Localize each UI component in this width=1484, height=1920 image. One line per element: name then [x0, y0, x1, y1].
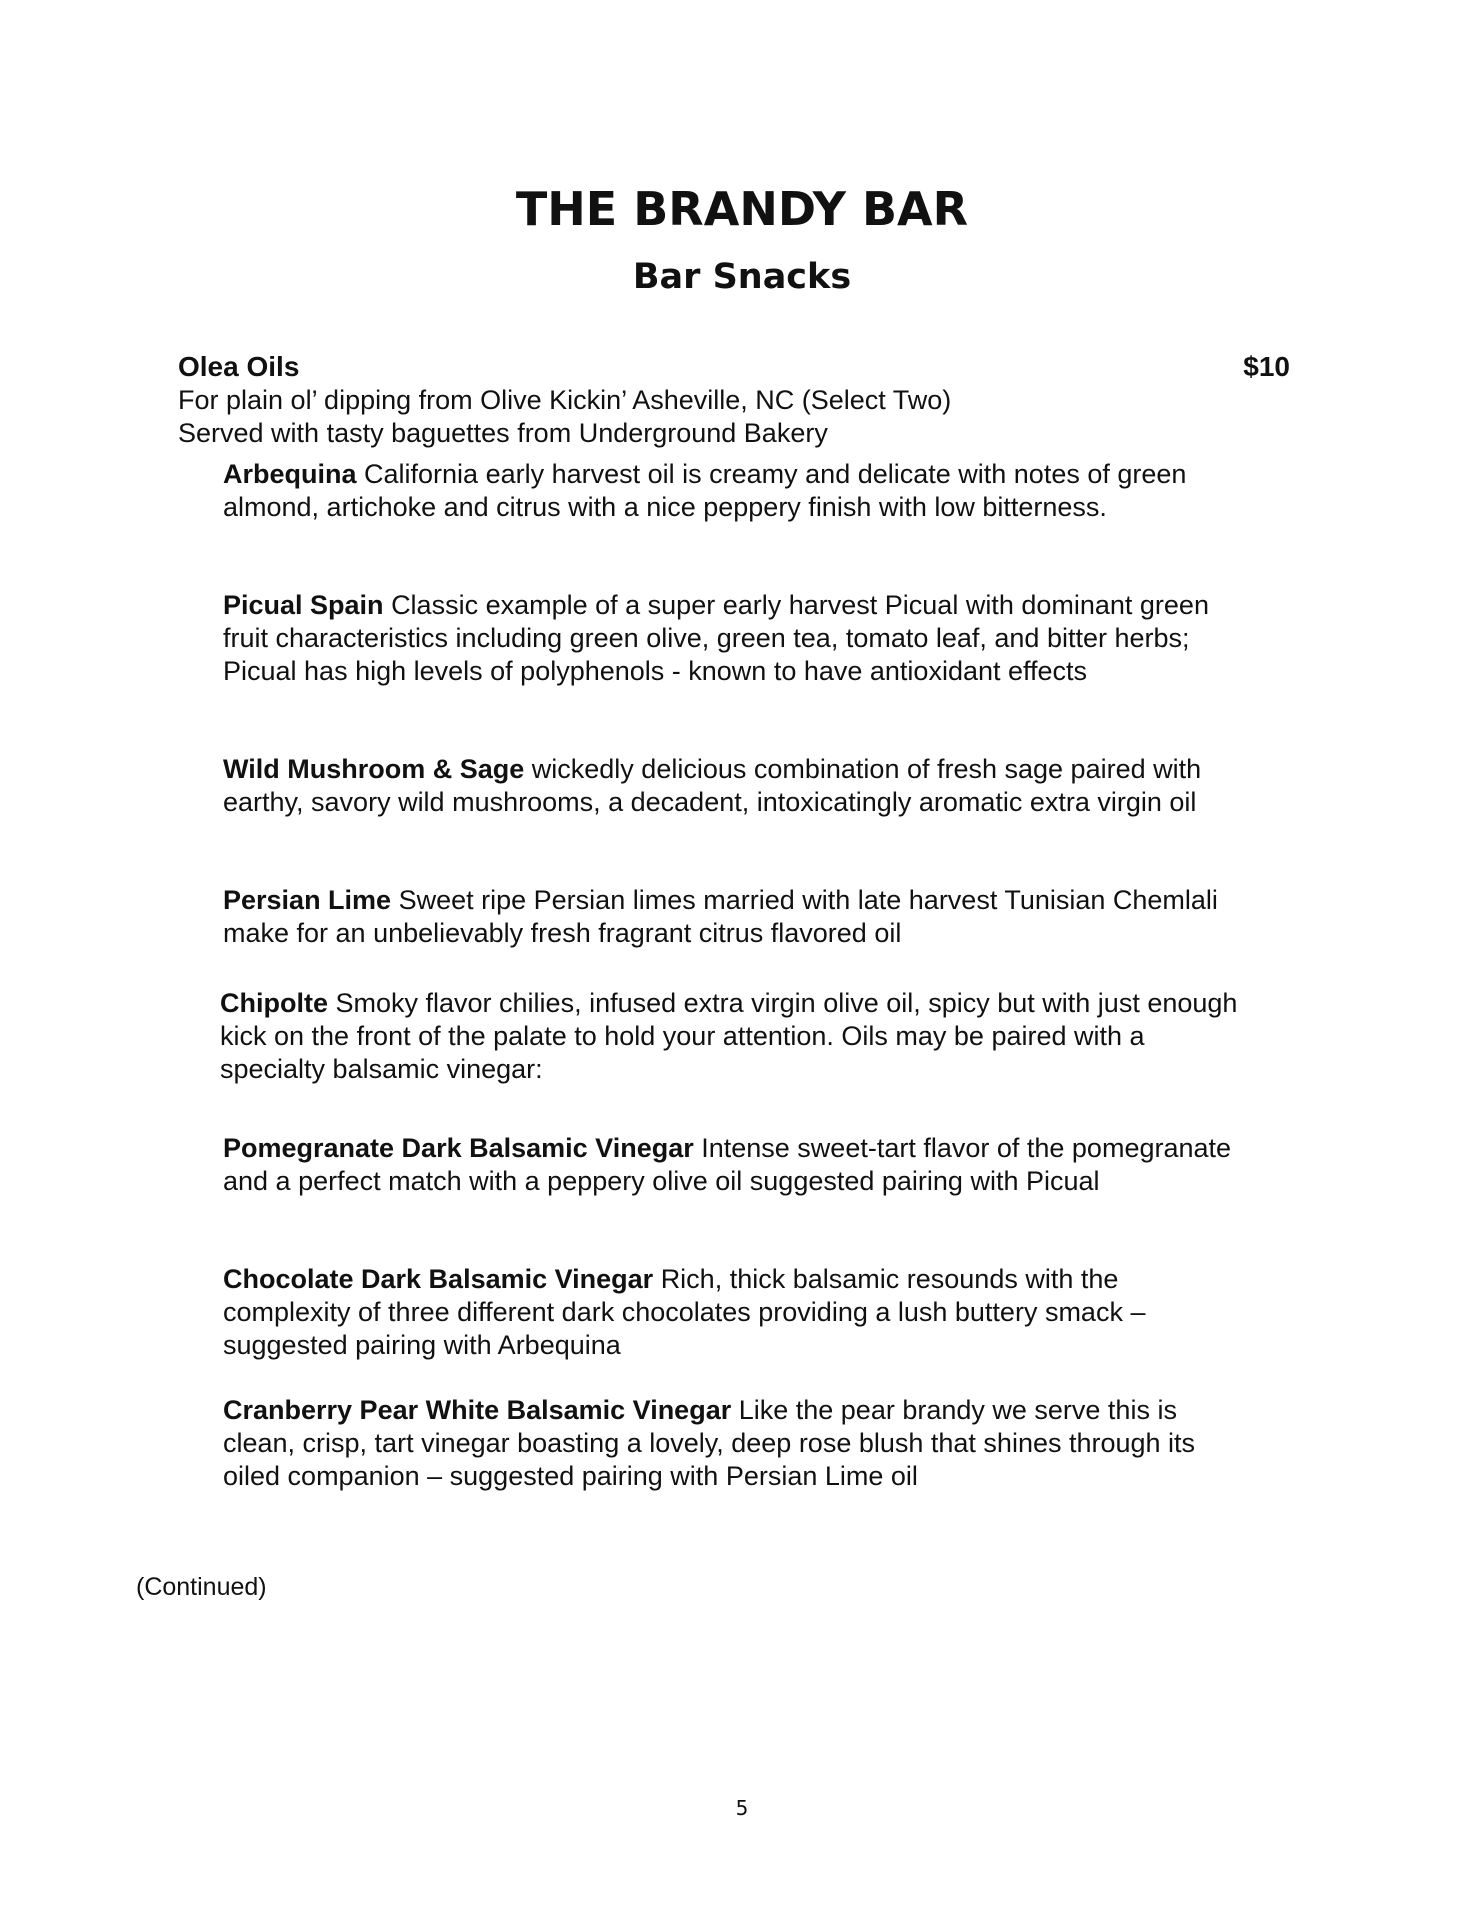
section-intro — [178, 384, 951, 450]
menu-item-arbequina — [223, 458, 1243, 524]
item-description: Classic example of a super early harvest Picual with dominant green fruit characteristics including green olive, green tea, tomato leaf, and bitter herbs; Picual has high levels of polyphenols - known to have antioxidant effects — [223, 590, 1209, 686]
item-name: Chocolate Dark Balsamic Vinegar — [223, 1264, 661, 1294]
intro-line: For plain ol’ dipping from Olive Kickin’ Asheville, NC (Select Two) — [178, 385, 952, 415]
item-description: Like the pear brandy we serve this is clean, crisp, tart vinegar boasting a lovely, deep rose blush that shines through its oiled companion – suggested pairing with Persian Lime oil — [223, 1395, 1196, 1491]
item-description: Smoky flavor chilies, infused extra virgin olive oil, spicy but with just enough kick on the front of the palate to hold your attention. Oils may be paired with a specialty balsamic vinegar: — [220, 988, 1238, 1084]
intro-line: Served with tasty baguettes from Underground Bakery — [178, 418, 828, 448]
menu-item-chocolate-balsamic — [223, 1263, 1243, 1362]
item-name: Chipolte — [220, 988, 336, 1018]
item-name: Arbequina — [223, 459, 365, 489]
item-description: Rich, thick balsamic resounds with the complexity of three different dark chocolates providing a lush buttery smack – suggested pairing with Arbequina — [223, 1264, 1146, 1360]
item-description: California early harvest oil is creamy and delicate with notes of green almond, artichoke and citrus with a nice peppery finish with low bitterness. — [223, 459, 1187, 522]
item-description: wickedly delicious combination of fresh sage paired with earthy, savory wild mushrooms, a decadent, intoxicatingly aromatic extra virgin oil — [223, 754, 1202, 817]
page-title: THE BRANDY BAR — [515, 182, 969, 236]
section-price: $10 — [1243, 351, 1290, 382]
page-subtitle: Bar Snacks — [632, 257, 852, 297]
menu-item-cranberry-pear-balsamic — [223, 1394, 1243, 1493]
section-name: Olea Oils — [178, 351, 300, 382]
item-name: Picual Spain — [223, 590, 392, 620]
menu-section-header — [178, 350, 1290, 384]
item-name: Cranberry Pear White Balsamic Vinegar — [223, 1395, 739, 1425]
continued-note: (Continued) — [136, 1573, 267, 1601]
menu-item-picual-spain — [223, 589, 1243, 688]
item-name: Pomegranate Dark Balsamic Vinegar — [223, 1133, 702, 1163]
item-name: Wild Mushroom & Sage — [223, 754, 532, 784]
item-name: Persian Lime — [223, 885, 399, 915]
menu-item-pomegranate-balsamic — [223, 1132, 1243, 1198]
menu-item-persian-lime — [223, 884, 1243, 950]
item-description: Sweet ripe Persian limes married with late harvest Tunisian Chemlali make for an unbelievably fresh fragrant citrus flavored oil — [223, 885, 1218, 948]
item-description: Intense sweet-tart flavor of the pomegranate and a perfect match with a peppery olive oil suggested pairing with Picual — [223, 1133, 1232, 1196]
page-number: 5 — [735, 1796, 749, 1820]
menu-item-chipolte — [220, 987, 1240, 1086]
menu-item-wild-mushroom-sage — [223, 753, 1243, 819]
